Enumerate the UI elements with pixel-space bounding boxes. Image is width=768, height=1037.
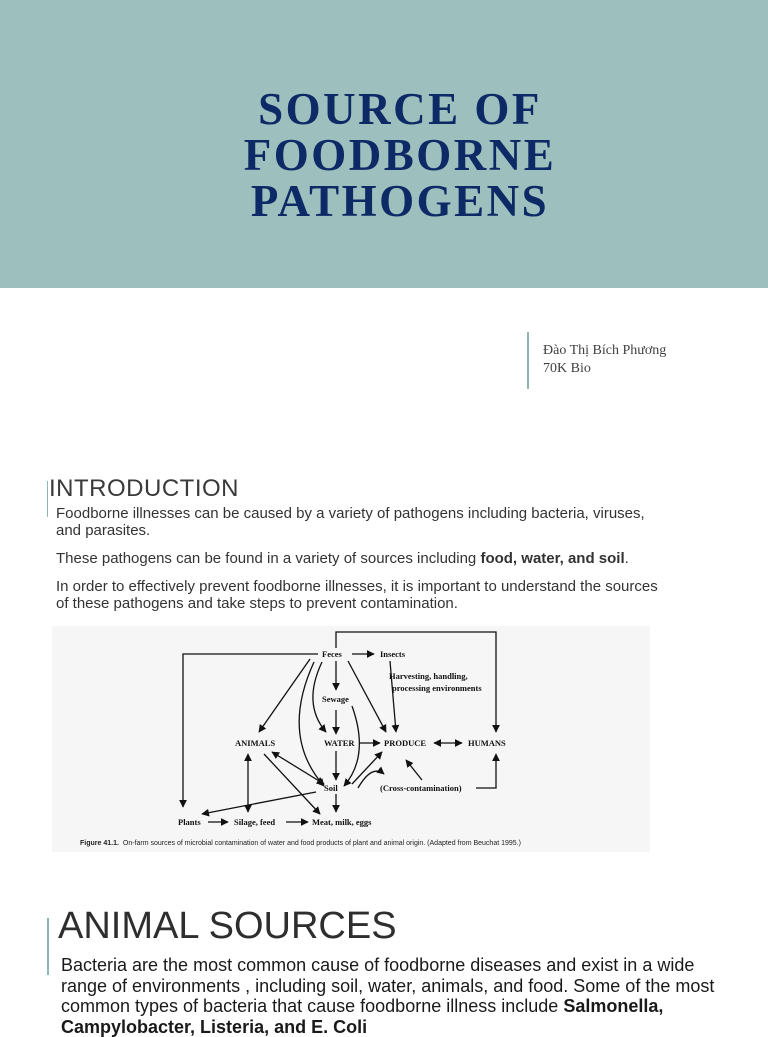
author-name: Đào Thị Bích Phương [543, 343, 667, 358]
animal-sources-heading: ANIMAL SOURCES [58, 905, 397, 947]
figure-caption [80, 840, 521, 847]
title-line-1: SOURCE OF [258, 84, 542, 134]
p2-text-after: . [624, 550, 629, 567]
caption-label: Figure 41.1. [80, 840, 119, 847]
animal-body-bacteria: Salmonella, Campylobacter, Listeria, and E. Coli [61, 996, 664, 1037]
author-class: 70K Bio [543, 361, 591, 376]
node-water: WATER [324, 738, 355, 748]
title-line-2: FOODBORNE [243, 130, 557, 180]
node-insects: Insects [380, 649, 406, 659]
node-produce: PRODUCE [384, 738, 427, 748]
animal-accent-rule [47, 918, 49, 975]
intro-accent-rule [47, 481, 48, 517]
intro-paragraph-3: In order to effectively prevent foodborne illnesses, it is important to understand the sources of these pathogens and take steps to prevent contamination. [56, 578, 658, 612]
title-line-3: PATHOGENS [250, 176, 550, 226]
node-cross-contamination: (Cross-contamination) [380, 783, 462, 793]
diagram-arrows [183, 632, 496, 822]
node-soil: Soil [324, 783, 338, 793]
node-animals: ANIMALS [235, 738, 276, 748]
node-harvesting-1: Harvesting, handling, [389, 671, 468, 681]
p2-bold-sources: food, water, and soil [480, 550, 625, 567]
intro-heading: INTRODUCTION [49, 475, 239, 502]
author-accent-rule [527, 332, 529, 389]
p2-text-before: These pathogens can be found in a variety of sources including [56, 550, 481, 567]
node-plants: Plants [178, 817, 201, 827]
intro-paragraph-1: Foodborne illnesses can be caused by a variety of pathogens including bacteria, viruses, and parasites. [56, 505, 645, 539]
page-title [0, 86, 768, 224]
node-sewage: Sewage [322, 694, 349, 704]
animal-sources-body [61, 955, 721, 1037]
node-humans: HUMANS [468, 738, 506, 748]
author-block [543, 342, 666, 378]
caption-text: On-farm sources of microbial contamination of water and food products of plant and animal origin. (Adapted from Beuchat 1995.) [122, 840, 521, 847]
animal-body-text: Bacteria are the most common cause of foodborne diseases and exist in a wide range of environments , including soil, water, animals, and food. Some of the most common types of bacteria that cause foodborne illness include [61, 955, 715, 1016]
intro-paragraph-2 [56, 550, 666, 567]
node-meat: Meat, milk, eggs [312, 817, 372, 827]
svg-text:Figure 41.1.On-farm sources of [80, 840, 521, 847]
node-silage: Silage, feed [234, 817, 276, 827]
node-feces: Feces [322, 649, 342, 659]
diagram-svg [52, 626, 650, 852]
contamination-diagram [52, 626, 650, 852]
node-harvesting-2: processing environments [392, 683, 482, 693]
diagram-labels [178, 649, 506, 827]
